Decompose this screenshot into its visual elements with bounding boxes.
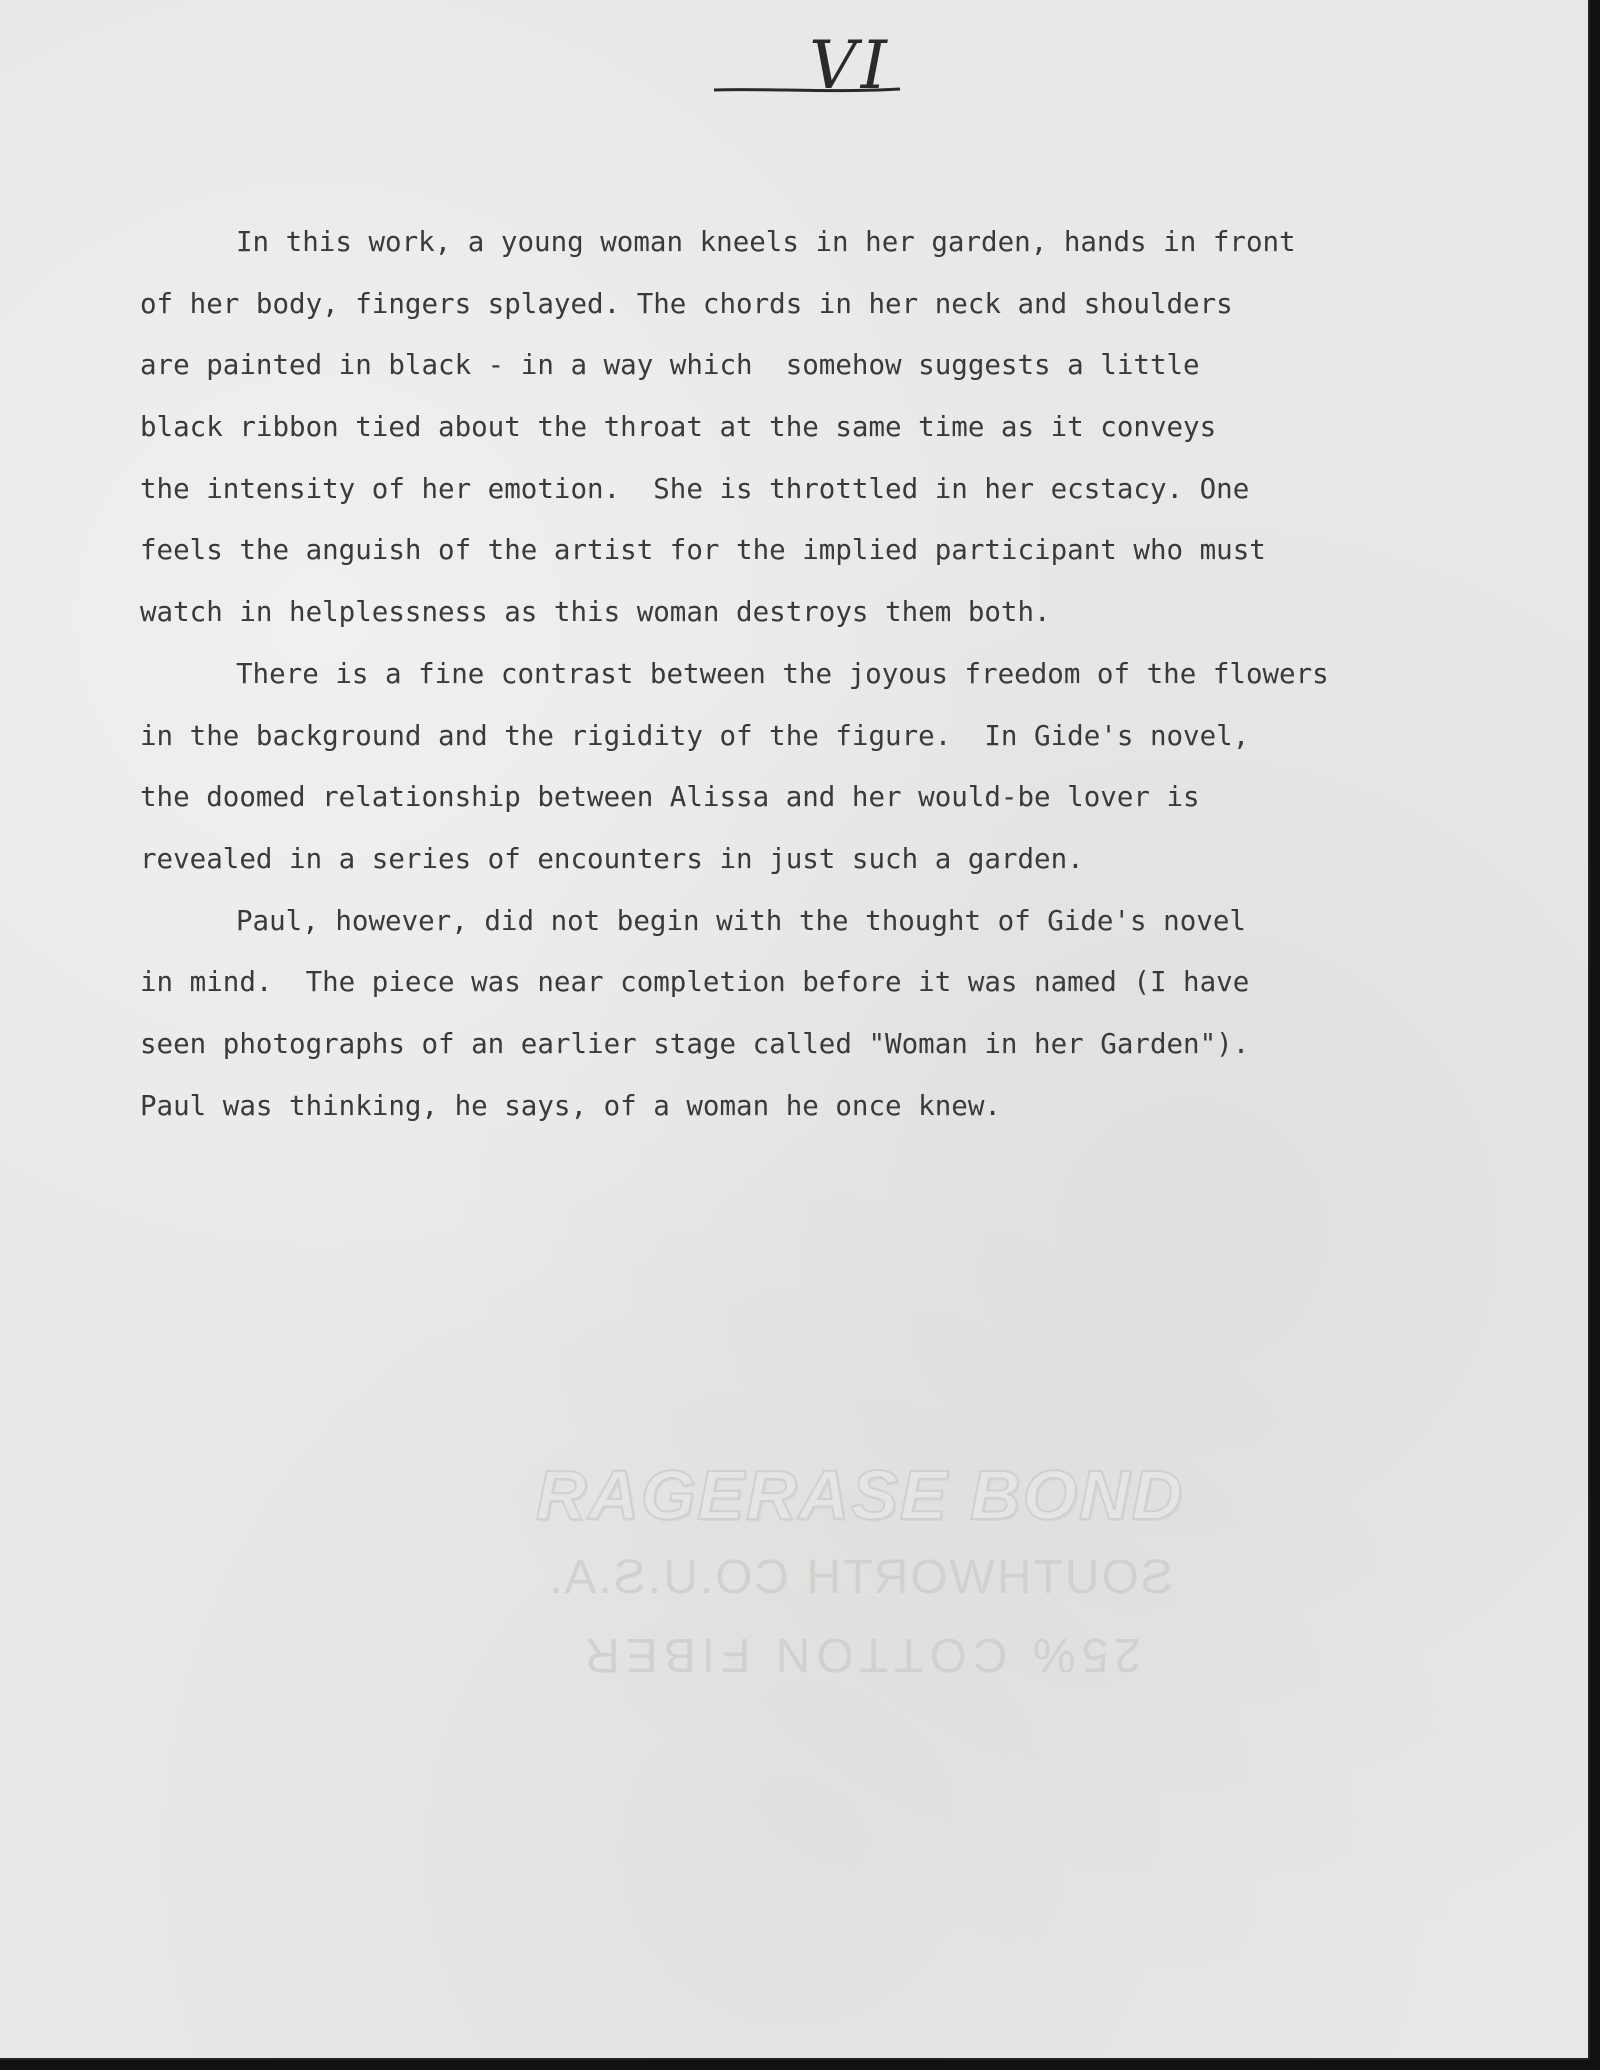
text-line: In this work, a young woman kneels in her garden, hands in front bbox=[236, 226, 1296, 258]
watermark-brand: RAGERASE BOND bbox=[535, 1456, 1185, 1534]
text-line: are painted in black - in a way which somehow suggests a little bbox=[140, 349, 1200, 382]
text-line: seen photographs of an earlier stage called "Woman in her Garden"). bbox=[140, 1027, 1250, 1060]
text-line: watch in helplessness as this woman destroys them both. bbox=[140, 596, 1051, 629]
text-line: the intensity of her emotion. She is throttled in her ecstacy. One bbox=[140, 472, 1250, 505]
page-number-underline bbox=[712, 86, 902, 94]
text-line: of her body, fingers splayed. The chords in her neck and shoulders bbox=[140, 287, 1233, 320]
text-line: the doomed relationship between Alissa and her would-be lover is bbox=[140, 781, 1200, 814]
text-line: in the background and the rigidity of the figure. In Gide's novel, bbox=[140, 719, 1250, 752]
paragraph bbox=[140, 644, 1520, 891]
text-line: revealed in a series of encounters in just such a garden. bbox=[140, 842, 1084, 875]
text-line: Paul was thinking, he says, of a woman he once knew. bbox=[140, 1089, 1001, 1122]
watermark-fiber: 25% COTTON FIBER bbox=[579, 1628, 1141, 1681]
paragraph bbox=[140, 212, 1520, 644]
text-line: Paul, however, did not begin with the thought of Gide's novel bbox=[236, 904, 1246, 937]
watermark-maker: SOUTHWORTH CO.U.S.A. bbox=[547, 1551, 1173, 1604]
text-line: There is a fine contrast between the joyous freedom of the flowers bbox=[236, 657, 1329, 690]
text-line: in mind. The piece was near completion before it was named (I have bbox=[140, 966, 1250, 999]
paragraph bbox=[140, 891, 1520, 1138]
body-text bbox=[140, 212, 1520, 1137]
paper-watermark bbox=[510, 1450, 1210, 1692]
page-number: VI bbox=[809, 27, 891, 104]
text-line: feels the anguish of the artist for the implied participant who must bbox=[140, 534, 1266, 567]
text-line: black ribbon tied about the throat at the same time as it conveys bbox=[140, 411, 1217, 444]
